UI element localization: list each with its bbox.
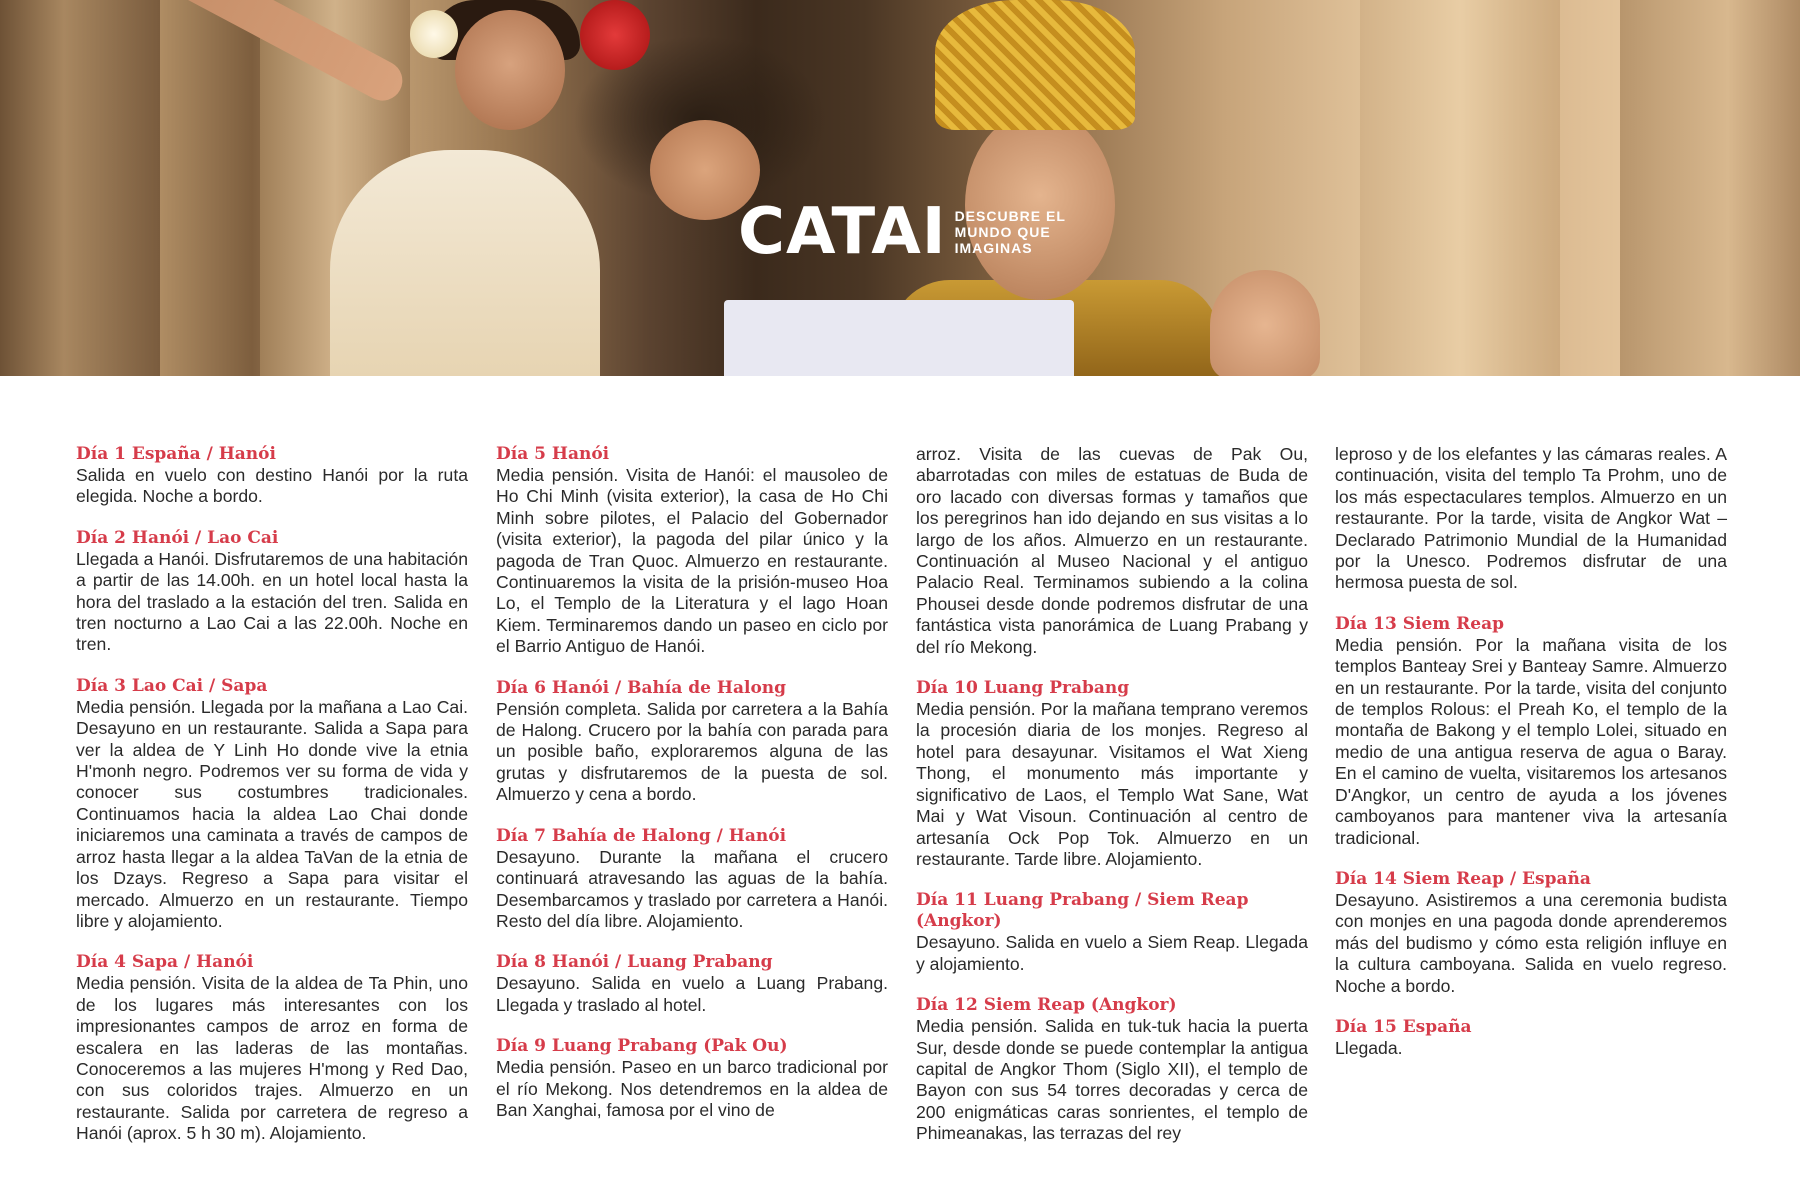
header-tab-shape (724, 300, 1074, 376)
dancer-left-costume (330, 150, 600, 376)
temple-wall (1360, 0, 1560, 376)
day-entry (496, 678, 888, 806)
day-description: Media pensión. Salida en tuk-tuk hacia la puerta Sur, desde donde se puede contemplar la antigua capital de Angkor Thom (Siglo XII), el templo de Bayon con sus 54 torres decoradas y cerca de 200 enigmáticas caras sonrientes, el templo de Phimeanakas, las terrazas del rey (916, 1016, 1308, 1144)
day-entry (1335, 1017, 1727, 1059)
day-title: Día 2 Hanói / Lao Cai (76, 527, 279, 548)
day-title: Día 9 Luang Prabang (Pak Ou) (496, 1036, 788, 1057)
day-description: Media pensión. Visita de Hanói: el mausoleo de Ho Chi Minh (visita exterior), la casa de Ho Chi Minh sobre pilotes, el Palacio del Gobernador (visita exterior), la pagoda del pilar único y la pagoda de Tran Quoc. Almuerzo en restaurante. Continuaremos la visita de la prisión-museo Hoa Lo, el Templo de la Literatura y el lago Hoan Kiem. Terminaremos dando un paseo en ciclo por el Barrio Antiguo de Hanói. (496, 465, 888, 657)
day-title: Día 6 Hanói / Bahía de Halong (496, 677, 787, 698)
day-entry (916, 995, 1308, 1144)
day-entry (76, 528, 468, 656)
white-flower (410, 10, 458, 58)
day-entry (1335, 869, 1727, 997)
day-description: Llegada. (1335, 1037, 1403, 1058)
day-entry (916, 678, 1308, 870)
day-entry (496, 952, 888, 1016)
day-title: Día 12 Siem Reap (Angkor) (916, 995, 1177, 1016)
day-entry (496, 826, 888, 933)
day-description: Salida en vuelo con destino Hanói por la ruta elegida. Noche a bordo. (76, 465, 468, 507)
day-title: Día 7 Bahía de Halong / Hanói (496, 825, 787, 846)
hero-photo-dancers (0, 0, 1800, 376)
itinerary-column-2 (496, 444, 888, 1141)
golden-crown (935, 0, 1135, 130)
continued-text: arroz. Visita de las cuevas de Pak Ou, abarrotadas con miles de estatuas de Buda de oro lacado con diversas formas y tamaños que los peregrinos han ido dejando en sus visitas a lo largo de los años. Almuerzo en un restaurante. Continuación al Museo Nacional y el antiguo Palacio Real. Terminamos subiendo a la colina Phousei desde donde podremos disfrutar de una fantástica vista panorámica de Luang Prabang y del río Mekong. (916, 444, 1308, 657)
red-flower (580, 0, 650, 70)
itinerary-column-4 (1335, 444, 1727, 1079)
day-title: Día 11 Luang Prabang / Siem Reap (Angkor) (916, 890, 1249, 932)
day-title: Día 4 Sapa / Hanói (76, 952, 254, 973)
day-title: Día 5 Hanói (496, 444, 610, 464)
day-entry (496, 444, 888, 658)
day-entry (916, 890, 1308, 975)
dancer-left-face (455, 10, 565, 130)
catai-logo (738, 195, 1075, 269)
day-description: Desayuno. Salida en vuelo a Siem Reap. Llegada y alojamiento. (916, 932, 1308, 974)
logo-tagline: DESCUBRE EL MUNDO QUE IMAGINAS (954, 208, 1066, 256)
itinerary-column-3 (916, 444, 1308, 1165)
day-title: Día 8 Hanói / Luang Prabang (496, 952, 773, 973)
day-title: Día 10 Luang Prabang (916, 678, 1130, 699)
day-title: Día 3 Lao Cai / Sapa (76, 675, 268, 696)
day-description: Llegada a Hanói. Disfrutaremos de una habitación a partir de las 14.00h. en un hotel local hasta la hora del traslado a la estación del tren. Salida en tren nocturno a Lao Cai a las 22.00h. Noche en tren. (76, 548, 468, 655)
day-entry (76, 676, 468, 932)
day-entry (76, 444, 468, 508)
day-description: Desayuno. Durante la mañana el crucero continuará atravesando las aguas de la bahía. Desembarcamos y traslado por carretera a Hanói. Resto del día libre. Alojamiento. (496, 846, 888, 931)
day-description: Desayuno. Salida en vuelo a Luang Prabang. Llegada y traslado al hotel. (496, 973, 888, 1015)
logo-wordmark: CATAI (738, 195, 947, 269)
temple-wall (1620, 0, 1800, 376)
itinerary (76, 444, 1726, 1144)
day-description: Media pensión. Visita de la aldea de Ta Phin, uno de los lugares más interesantes con los impresionantes campos de arroz en forma de escalera en las laderas de las montañas. Conoceremos a las mujeres H'mong y Red Dao, con sus coloridos trajes. Almuerzo en un restaurante. Salida por carretera de regreso a Hanói (aprox. 5 h 30 m). Alojamiento. (76, 973, 468, 1144)
day-description: Desayuno. Asistiremos a una ceremonia budista con monjes en una pagoda donde aprenderemos más del budismo y cómo esta religión influye en la cultura camboyana. Salida en vuelo regreso. Noche a bordo. (1335, 889, 1727, 996)
itinerary-column-1 (76, 444, 468, 1165)
day-entry (1335, 614, 1727, 849)
dancer-hand (1210, 270, 1320, 376)
day-entry (76, 952, 468, 1144)
day-title: Día 14 Siem Reap / España (1335, 868, 1591, 889)
day-title: Día 15 España (1335, 1016, 1472, 1037)
day-description: Media pensión. Por la mañana temprano veremos la procesión diaria de los monjes. Regreso al hotel para desayunar. Visitamos el Wat Xieng Thong, el monumento más importante y significativo de Laos, el Templo Wat Sane, Wat Mai y Wat Visoun. Continuación al centro de artesanía Ock Pop Tok. Almuerzo en un restaurante. Tarde libre. Alojamiento. (916, 699, 1308, 869)
temple-pillar (0, 0, 160, 376)
day-description: Media pensión. Por la mañana visita de los templos Banteay Srei y Banteay Samre. Almuerzo en un restaurante. Por la tarde, visita del conjunto de templos Rolous: el Preah Ko, el templo de la montaña de Bakong y el templo Lolei, situado en medio de una antigua reserva de agua o Baray. En el camino de vuelta, visitaremos los artesanos D'Angkor, un centro de ayuda a los jóvenes camboyanos para mantener viva la artesanía tradicional. (1335, 634, 1727, 848)
day-entry (496, 1036, 888, 1121)
continued-text: leproso y de los elefantes y las cámaras reales. A continuación, visita del templo Ta Prohm, uno de los más espectaculares templos. Almuerzo en un restaurante. Por la tarde, visita de Angkor Wat – Declarado Patrimonio Mundial de la Humanidad por la Unesco. Podremos disfrutar de una hermosa puesta de sol. (1335, 444, 1727, 593)
day-description: Pensión completa. Salida por carretera a la Bahía de Halong. Crucero por la bahía con parada para un posible baño, exploraremos alguna de las grutas y disfrutaremos de la puesta de sol. Almuerzo y cena a bordo. (496, 698, 888, 805)
day-description: Media pensión. Llegada por la mañana a Lao Cai. Desayuno en un restaurante. Salida a Sapa para ver la aldea de Y Linh Ho donde vive la etnia H'monh negro. Podremos ver su forma de vida y conocer sus costumbres tradicionales. Continuamos hacia la aldea Lao Chai donde iniciaremos una caminata a través de campos de arroz hasta llegar a la aldea TaVan de la etnia de los Dzays. Regreso a Sapa para visitar el mercado. Almuerzo en un restaurante. Tiempo libre y alojamiento. (76, 696, 468, 931)
day-title: Día 1 España / Hanói (76, 444, 276, 464)
day-title: Día 13 Siem Reap (1335, 613, 1505, 634)
day-description: Media pensión. Paseo en un barco tradicional por el río Mekong. Nos detendremos en la aldea de Ban Xanghai, famosa por el vino de (496, 1057, 888, 1120)
